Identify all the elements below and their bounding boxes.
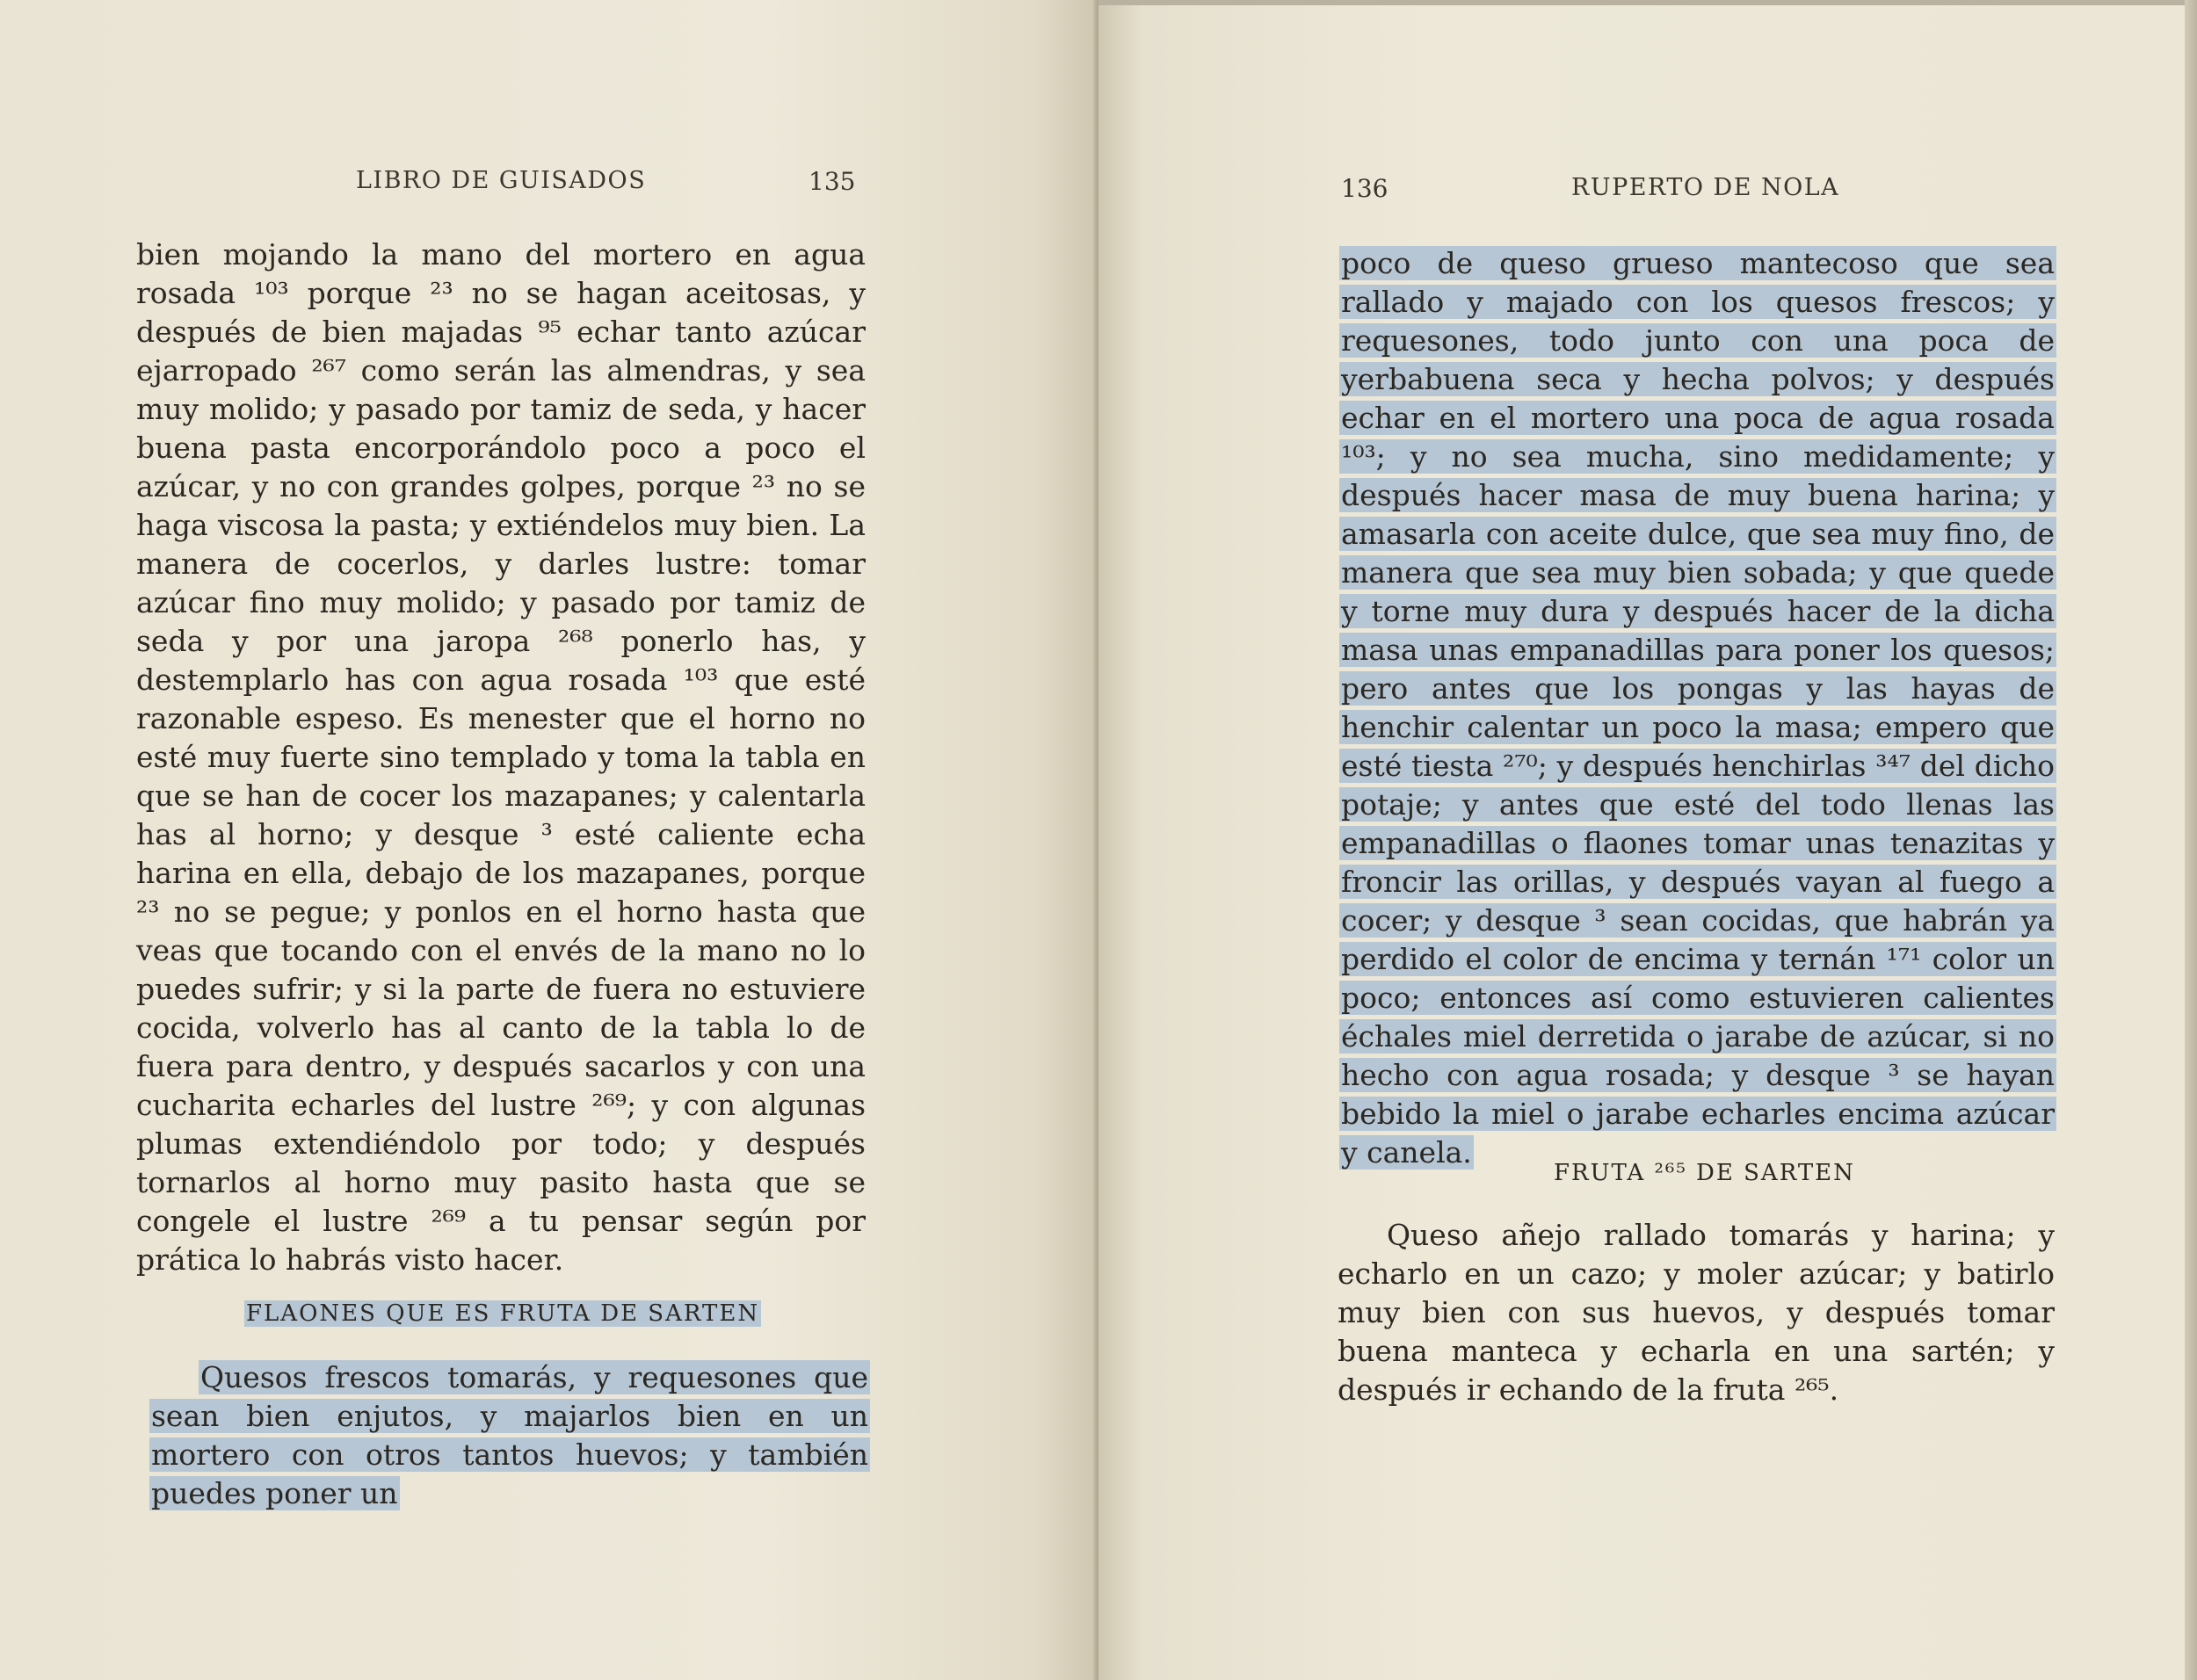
right-page-header xyxy=(1341,174,2062,209)
left-page-header xyxy=(136,167,857,202)
left-section-title xyxy=(244,1300,761,1327)
left-running-head: LIBRO DE GUISADOS xyxy=(356,167,647,194)
left-page-number: 135 xyxy=(808,167,856,196)
left-section-title-text: FLAONES QUE ES FRUTA DE SARTEN xyxy=(246,1300,760,1327)
right-section-text xyxy=(1338,1216,2055,1409)
right-page xyxy=(1098,0,2197,1680)
left-section-text xyxy=(149,1358,870,1513)
right-section-paragraph: Queso añejo rallado tomarás y harina; y echarlo en un cazo; y moler azúcar; y batirlo muy bien con sus huevos, y después tomar buena manteca y echarla en una sartén; y después ir echando de la fruta ²⁶⁵. xyxy=(1338,1218,2055,1407)
left-body-text xyxy=(136,235,866,1279)
left-page xyxy=(0,0,1098,1680)
left-section-paragraph: Quesos frescos tomarás, y requesones que sean bien enjutos, y majarlos bien en un mortero con otros tantos huevos; y también puedes poner un xyxy=(151,1360,868,1510)
right-continued-paragraph: poco de queso grueso mantecoso que sea rallado y majado con los quesos frescos; y requesones, todo junto con una poca de yerbabuena seca y hecha polvos; y después echar en el mortero una poca de agua rosada ¹⁰³; y no sea mucha, sino medidamente; y después hacer masa de muy buena harina; y amasarla con aceite dulce, que sea muy fino, de manera que sea muy bien sobada; y que quede y torne muy dura y después hacer de la dicha masa unas empanadillas para poner los quesos; pero antes que los pongas y las hayas de henchir calentar un poco la masa; empero que esté tiesta ²⁷⁰; y después henchirlas ³⁴⁷ del dicho potaje; y antes que esté del todo llenas las empanadillas o flaones tomar unas tenazitas y froncir las orillas, y después vayan al fuego a cocer; y desque ³ sean cocidas, que habrán ya perdido el color de encima y ternán ¹⁷¹ color un poco; entonces así como estuvieren calientes échales miel derretida o jarabe de azúcar, si no hecho con agua rosada; y desque ³ se hayan bebido la miel o jarabe echarles encima azúcar y canela. xyxy=(1341,246,2055,1169)
right-continued-text xyxy=(1339,244,2056,1172)
page-edge xyxy=(2185,0,2197,1680)
left-body-paragraph: bien mojando la mano del mortero en agua rosada ¹⁰³ porque ²³ no se hagan aceitosas, y después de bien majadas ⁹⁵ echar tanto azúcar ejarropado ²⁶⁷ como serán las almendras, y sea muy molido; y pasado por tamiz de seda, y hacer buena pasta encorporándolo poco a poco el azúcar, y no con grandes golpes, porque ²³ no se haga viscosa la pasta; y extiéndelos muy bien. La manera de cocerlos, y darles lustre: tomar azúcar fino muy molido; y pasado por tamiz de seda y por una jaropa ²⁶⁸ ponerlo has, y destemplarlo has con agua rosada ¹⁰³ que esté razonable espeso. Es menester que el horno no esté muy fuerte sino templado y toma la tabla en que se han de cocer los mazapanes; y calentarla has al horno; y desque ³ esté caliente echa harina en ella, debajo de los mazapanes, porque ²³ no se pegue; y ponlos en el horno hasta que veas que tocando con el envés de la mano no lo puedes sufrir; y si la parte de fuera no estuviere cocida, volverlo has al canto de la tabla lo de fuera para dentro, y después sacarlos y con una cucharita echarles del lustre ²⁶⁹; y con algunas plumas extendiéndolo por todo; y después tornarlos al horno muy pasito hasta que se congele el lustre ²⁶⁹ a tu pensar según por prática lo habrás visto hacer. xyxy=(136,237,866,1277)
right-running-head: RUPERTO DE NOLA xyxy=(1571,174,1840,201)
right-page-number: 136 xyxy=(1341,174,1389,203)
right-section-title: FRUTA ²⁶⁵ DE SARTEN xyxy=(1554,1160,1855,1186)
